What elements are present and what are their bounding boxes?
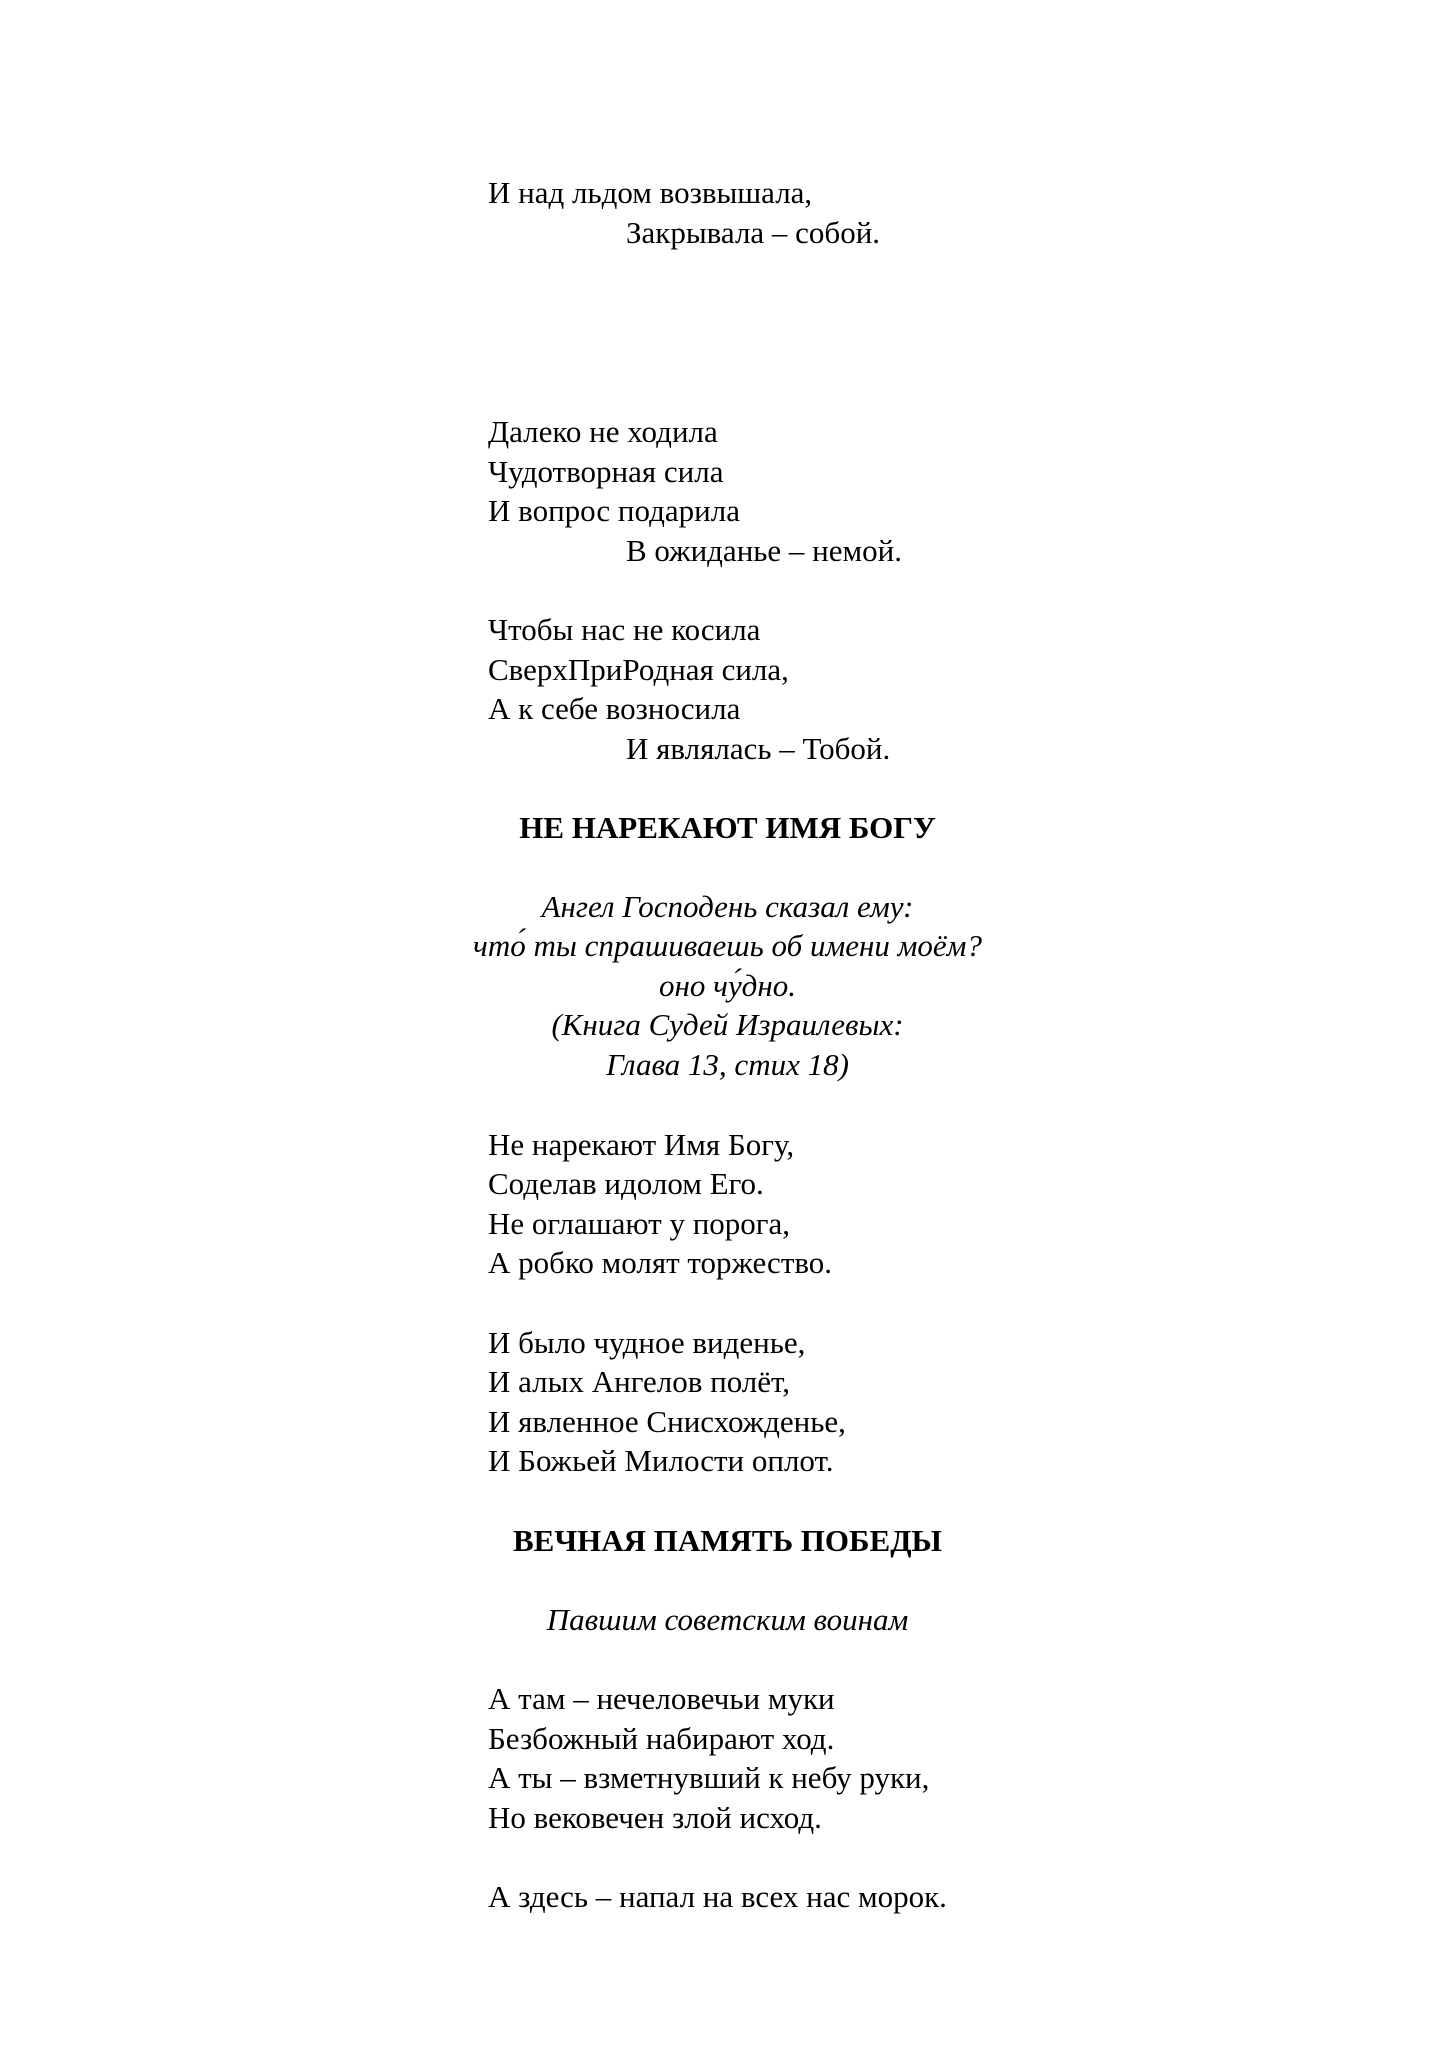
epigraph-line: что́ ты спрашиваешь об имени моём? — [473, 928, 982, 963]
poem-line: И являлась – Тобой. — [626, 731, 891, 766]
poem-line: И Божьей Милости оплот. — [488, 1443, 834, 1478]
epigraph-line: Ангел Господень сказал ему: — [541, 889, 914, 924]
poem-line: Соделав идолом Его. — [488, 1166, 764, 1201]
poem-line: А здесь – напал на всех нас морок. — [488, 1879, 947, 1914]
poem-line: Но вековечен злой исход. — [488, 1800, 822, 1835]
poem-line: А к себе возносила — [488, 691, 741, 726]
poem-line: Не нарекают Имя Богу, — [488, 1127, 795, 1162]
poem-line: И алых Ангелов полёт, — [488, 1364, 790, 1399]
poem-line: И над льдом возвышала, — [488, 175, 813, 210]
poem-line: Чтобы нас не косила — [488, 612, 761, 647]
poem-line: Чудотворная сила — [488, 454, 724, 489]
poem-line: И явленное Снисхожденье, — [488, 1404, 846, 1439]
poem-line: Безбожный набирают ход. — [488, 1721, 835, 1756]
epigraph-line: оно чу́дно. — [659, 968, 796, 1003]
poem-line: СверхПриРодная сила, — [488, 652, 789, 687]
poem-line: Закрывала – собой. — [626, 215, 881, 250]
poem-line: И было чудное виденье, — [488, 1325, 806, 1360]
poem-title: НЕ НАРЕКАЮТ ИМЯ БОГУ — [519, 810, 936, 845]
poem-line: А там – нечеловечьи муки — [488, 1681, 835, 1716]
epigraph-line: Глава 13, стих 18) — [606, 1047, 849, 1082]
poem-title: ВЕЧНАЯ ПАМЯТЬ ПОБЕДЫ — [513, 1523, 942, 1558]
dedication: Павшим советским воинам — [546, 1602, 909, 1637]
poem-line: А робко молят торжество. — [488, 1245, 833, 1280]
poem-line: И вопрос подарила — [488, 493, 740, 528]
epigraph-line: (Книга Судей Израилевых: — [551, 1007, 904, 1042]
poem-line: А ты – взметнувший к небу руки, — [488, 1760, 930, 1795]
poem-line: В ожиданье – немой. — [626, 533, 902, 568]
poem-line: Далеко не ходила — [488, 414, 718, 449]
poem-line: Не оглашают у порога, — [488, 1206, 791, 1241]
